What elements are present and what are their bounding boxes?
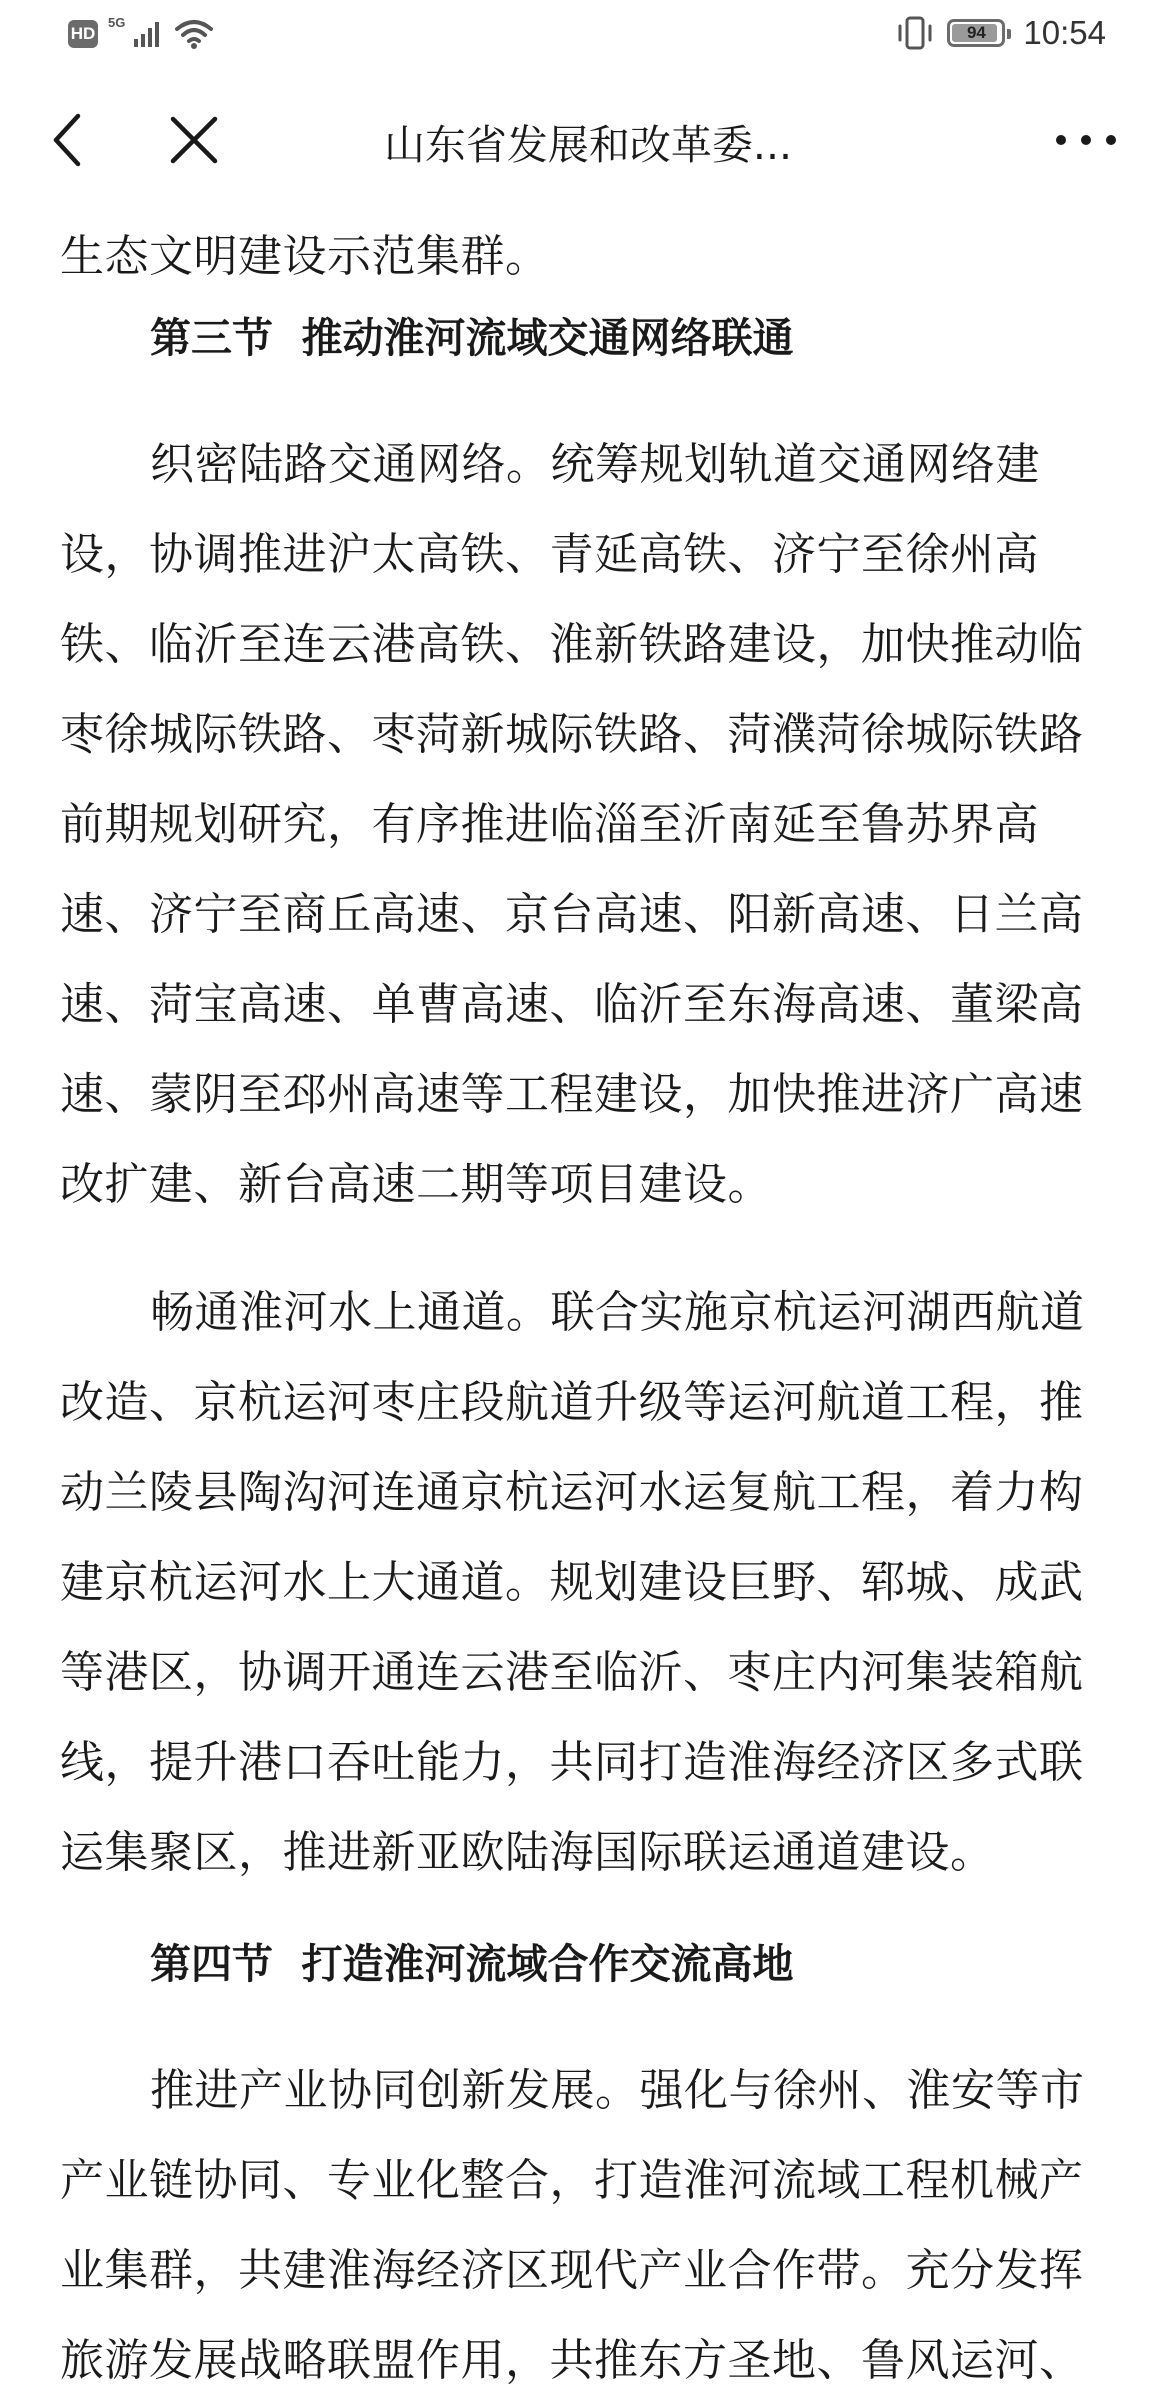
section-3-paragraph-1: 织密陆路交通网络。统筹规划轨道交通网络建设，协调推进沪太高铁、青延高铁、济宁至徐州高铁、临沂至连云港高铁、淮新铁路建设，加快推动临枣徐城际铁路、枣菏新城际铁路、菏濮菏徐城际铁路前期规划研究，有序推进临淄至沂南延至鲁苏界高速、济宁至商丘高速、京台高速、阳新高速、日兰高速、菏宝高速、单曹高速、临沂至东海高速、董梁高速、蒙阴至邳州高速等工程建设，加快推进济广高速改扩建、新台高速二期等项目建设。 (60, 439, 1084, 1210)
section-4-heading: 第四节 打造淮河流域合作交流高地 (150, 1940, 794, 1988)
battery-cap (1007, 29, 1011, 39)
section-4-paragraph-1: 推进产业协同创新发展。强化与徐州、淮安等市产业链协同、专业化整合，打造淮河流域工程机械产业集群，共建淮海经济区现代产业合作带。充分发挥旅游发展战略联盟作用，共推东方圣地、鲁风运河、 (60, 2065, 1085, 2386)
back-icon (48, 110, 88, 170)
page-title: 山东省发展和改革委... (383, 121, 793, 169)
battery-level: 94 (966, 23, 986, 42)
vibrate-icon (895, 16, 935, 50)
battery-icon (947, 19, 1005, 47)
back-button[interactable] (40, 102, 96, 178)
section-3-heading: 第三节 推动淮河流域交通网络联通 (150, 314, 794, 362)
more-icon (1054, 133, 1118, 147)
status-left-group (68, 15, 214, 50)
article-content (60, 212, 1116, 2406)
hd-badge: HD (68, 20, 98, 48)
paragraph-lead: 生态文明建设示范集群。 (60, 231, 550, 282)
wifi-icon (174, 18, 214, 50)
section-3-paragraph-2: 畅通淮河水上通道。联合实施京杭运河湖西航道改造、京杭运河枣庄段航道升级等运河航道工程，推动兰陵县陶沟河连通京杭运河水运复航工程，着力构建京杭运河水上大通道。规划建设巨野、郓城、成武等港区，协调开通连云港至临沂、枣庄内河集装箱航线，提升港口吞吐能力，共同打造淮海经济区多式联运集聚区，推进新亚欧陆海国际联运通道建设。 (60, 1287, 1085, 1878)
network-type-label: 5G (108, 15, 126, 30)
status-bar (0, 0, 1176, 72)
nav-bar (0, 72, 1176, 208)
status-right-group (895, 14, 1106, 52)
close-button[interactable] (158, 102, 230, 178)
more-button[interactable] (1046, 102, 1126, 178)
close-icon (168, 114, 220, 166)
status-time: 10:54 (1023, 14, 1106, 51)
cellular-signal-icon (108, 15, 164, 49)
